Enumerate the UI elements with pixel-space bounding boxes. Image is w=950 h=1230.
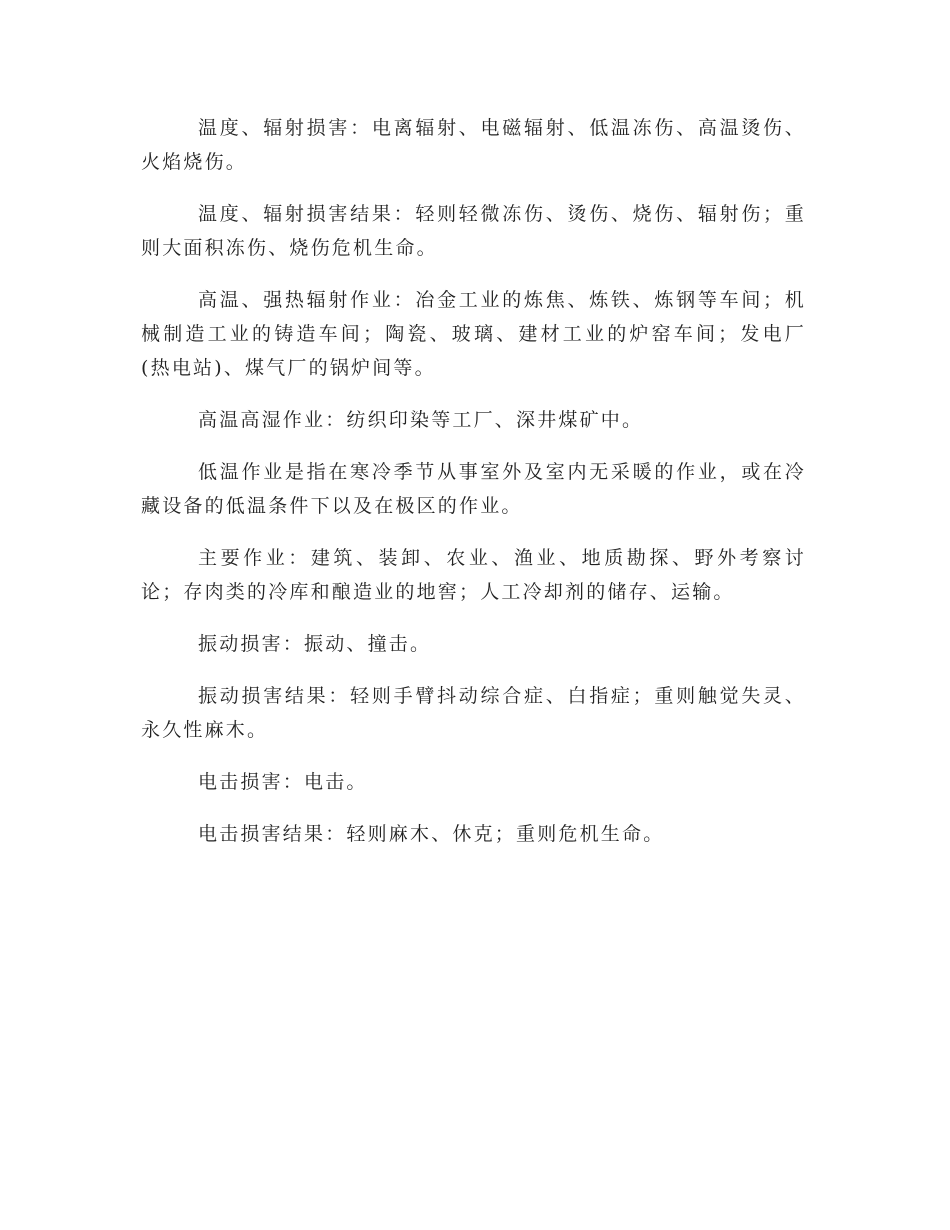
paragraph-high-temperature-humidity-work: 高温高湿作业：纺织印染等工厂、深井煤矿中。 <box>198 409 644 431</box>
paragraph-electric-shock-results: 电击损害结果：轻则麻木、休克；重则危机生命。 <box>198 823 665 845</box>
paragraph-main-low-temperature-work: 主要作业：建筑、装卸、农业、渔业、地质勘探、野外考察讨论；存肉类的冷库和酿造业的地窖；人工冷却剂的储存、运输。 <box>141 547 806 603</box>
document-body <box>141 111 806 869</box>
paragraph-low-temperature-work-definition: 低温作业是指在寒冷季节从事室外及室内无采暖的作业，或在冷藏设备的低温条件下以及在极区的作业。 <box>141 461 806 517</box>
paragraph-high-temperature-radiation-work: 高温、强热辐射作业：冶金工业的炼焦、炼铁、炼钢等车间；机械制造工业的铸造车间；陶瓷、玻璃、建材工业的炉窑车间；发电厂(热电站)、煤气厂的锅炉间等。 <box>141 289 806 379</box>
paragraph-temperature-radiation-results: 温度、辐射损害结果：轻则轻微冻伤、烫伤、烧伤、辐射伤；重则大面积冻伤、烧伤危机生命。 <box>141 203 806 259</box>
paragraph-vibration-hazards: 振动损害：振动、撞击。 <box>198 633 432 655</box>
paragraph-temperature-radiation-hazards: 温度、辐射损害：电离辐射、电磁辐射、低温冻伤、高温烫伤、火焰烧伤。 <box>141 117 806 173</box>
paragraph-vibration-results: 振动损害结果：轻则手臂抖动综合症、白指症；重则触觉失灵、永久性麻木。 <box>141 685 806 741</box>
paragraph-electric-shock-hazards: 电击损害：电击。 <box>198 771 368 793</box>
